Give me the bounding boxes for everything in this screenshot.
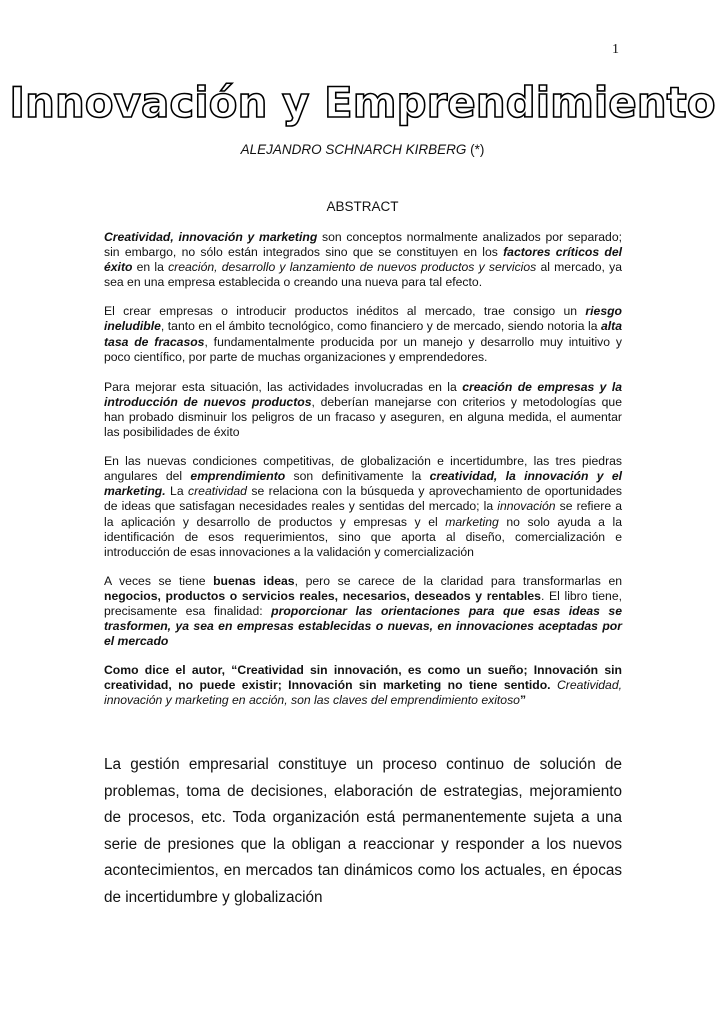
abstract-paragraph-1 (104, 230, 622, 290)
paragraph-text: , pero se carece de la claridad para transformarlas en (294, 573, 623, 588)
emphasis-text: Creatividad, innovación y marketing (104, 230, 318, 244)
italic-text: marketing (445, 514, 499, 529)
page-number: 1 (612, 42, 619, 57)
paragraph-text: La (165, 484, 189, 499)
emphasis-text: factores críticos del éxito (104, 245, 622, 275)
abstract-paragraph-3 (104, 380, 622, 440)
bold-text: negocios, productos o servicios reales, necesarios, deseados y rentables (104, 588, 541, 603)
italic-text: Creatividad, innovación y marketing en acción, son las claves del emprendimiento exitoso (104, 678, 623, 708)
document-title: Innovación y Emprendimiento (9, 78, 716, 127)
paragraph-text: Para mejorar esta situación, las actividades involucradas en la (104, 379, 463, 394)
paragraph-text: al mercado, ya sea en una empresa establecida o creando una nueva para tal efecto. (104, 260, 622, 290)
bold-text: buenas ideas (213, 573, 295, 588)
paragraph-text: , deberían manejarse con criterios y metodologías que han probado disminuir los peligros de un fracaso y aseguren, en alguna medida, el aumentar las posibilidades de éxito (104, 394, 622, 440)
paragraph-text: , tanto en el ámbito tecnológico, como financiero y de mercado, siendo notoria la (160, 319, 601, 334)
emphasis-text: proporcionar las orientaciones para que esas ideas se trasformen, ya sea en empresas establecidas o nuevas, en innovaciones aceptadas por el mercado (104, 603, 622, 649)
paragraph-text: El crear empresas o introducir productos inéditos al mercado, trae consigo un (104, 304, 586, 319)
paragraph-text: se relaciona con la búsqueda y aprovechamiento de oportunidades de ideas que satisfagan necesidades reales y sentidas del mercado; la (104, 484, 622, 514)
author-name: ALEJANDRO SCHNARCH KIRBERG (240, 142, 467, 157)
paragraph-text: En las nuevas condiciones competitivas, de globalización e incertidumbre, las tres piedras angulares del (104, 454, 622, 484)
author-footnote-mark: (*) (470, 142, 485, 157)
emphasis-text: creación de empresas y la introducción de nuevos productos (104, 379, 622, 409)
closing-quote: ” (519, 693, 527, 708)
italic-text: innovación (497, 499, 556, 514)
paragraph-text: son conceptos normalmente analizados por separado; sin embargo, no sólo están integrados sino que se constituyen en los (104, 230, 623, 260)
abstract-heading: ABSTRACT (326, 199, 399, 214)
paragraph-text: son definitivamente la (285, 469, 430, 484)
emphasis-text: creatividad, la innovación y el marketing. (104, 469, 622, 499)
paragraph-text: no solo ayuda a la identificación de esos requerimientos, sino que aporta al diseño, comercialización e introducción de esas innovaciones a la validación y comercialización (104, 514, 622, 559)
author-line (0, 142, 725, 157)
emphasis-text: riesgo ineludible (104, 304, 622, 334)
emphasis-text: emprendimiento (190, 469, 286, 484)
italic-text: creatividad (188, 484, 247, 499)
body-section (104, 752, 622, 912)
italic-text: creación, desarrollo y lanzamiento de nuevos productos y servicios (168, 260, 537, 275)
paragraph-text: en la (132, 260, 169, 275)
paragraph-text: , fundamentalmente producida por un manejo y desarrollo muy intuitivo y poco científico, por parte de muchas organizaciones y emprendedores. (104, 334, 622, 364)
abstract-paragraph-4 (104, 454, 622, 560)
abstract-section (104, 230, 622, 723)
abstract-paragraph-6 (104, 663, 622, 708)
paragraph-text: . El libro tiene, precisamente esa finalidad: (104, 588, 622, 618)
paragraph-text: se refiere a la aplicación y desarrollo de productos y empresas y el (104, 499, 622, 529)
body-paragraph: La gestión empresarial constituye un proceso continuo de solución de problemas, toma de decisiones, elaboración de estrategias, mejoramiento de procesos, etc. Toda organización está permanentemente sujeta a una serie de presiones que la obligan a reaccionar y responder a los nuevos acontecimientos, en mercados tan dinámicos como los actuales, en épocas de incertidumbre y globalización (104, 756, 622, 906)
paragraph-text: A veces se tiene (104, 573, 214, 588)
abstract-paragraph-5 (104, 574, 622, 649)
emphasis-text: alta tasa de fracasos (104, 319, 622, 349)
quote-text: Como dice el autor, “Creatividad sin innovación, es como un sueño; Innovación sin creatividad, no puede existir; Innovación sin marketing no tiene sentido. (104, 663, 622, 693)
abstract-paragraph-2 (104, 304, 622, 364)
